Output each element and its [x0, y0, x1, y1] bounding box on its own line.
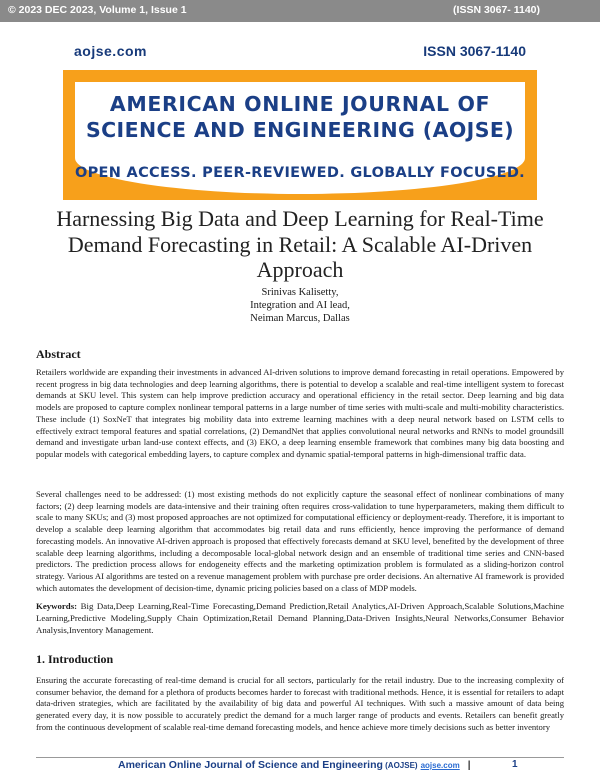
- page-number: 1: [512, 759, 518, 770]
- paper-title: Harnessing Big Data and Deep Learning for Real-Time Demand Forecasting in Retail: A Scalable AI-Driven Approach: [56, 206, 544, 282]
- footer-link[interactable]: aojse.com: [420, 761, 460, 770]
- footer-pipe: |: [467, 760, 471, 771]
- abstract-paragraph-1: Retailers worldwide are expanding their investments in advanced AI-driven solutions to improve demand forecasting in retail operations. Empowered by recent progress in big data technologies and deep learning algorithms, there is potential to develop a scalable and real-time intelligent system to forecast demands at SKU level. This system can help improve prediction accuracy and operational efficiency in the retail sector. Deep learning and big data models are proposed to capture complex nonlinear temporal patterns in a large number of time series with multi-scale and multi-mobility characteristics. These include (1) SoxNeT that integrates big mobility data into extreme learning machines with a deep neural network based on LSTM cells to effectively extract temporal features and spatial correlations, (2) DemandNet that applies convolutional neural networks and RNNs to model groundsill demand and investigate urban land-use context effects, and (3) EKO, a deep learning ensemble framework that combines many big data boosting and popular models with categorical embedding layers, to capture complex and dynamic spatial-temporal patterns in high-dimensional traffic data.: [36, 367, 564, 459]
- footer: [118, 759, 471, 771]
- keywords-label: Keywords:: [36, 601, 78, 611]
- author-role: Integration and AI lead,: [250, 300, 350, 311]
- issn-label: ISSN 3067-1140: [423, 43, 526, 59]
- keywords: [36, 600, 564, 636]
- abstract-paragraph-2: Several challenges need to be addressed: (1) most existing methods do not explicitly capture the seasonal effect of nonlinear combinations of many factors; (2) deep learning models are data-intensive and their training often requires cross-validation to tune hyperparameters, making them difficult to scale to many SKUs; and (3) most proposed approaches are not optimized for computational efficiency or deployment-ready. Therefore, it is important to develop a scalable deep learning algorithm that accommodates big retail data and runs efficiently, hence improving the performance of demand forecasting models. An innovative AI-driven approach is proposed that effectively forecasts demand at SKU level, benefited by the development of three scalable deep learning algorithms, including a decomposable local-global network design and an ensemble of traditional time series and CNN-based predictors. The prediction process allows for endogeneity effects and the marketing optimization problem is formulated as a sliding-horizon control strategy. Various AI algorithms are tested on a revenue management problem with purchase pre order decisions. An alternative AI framework is provided which automates the development of decision-time, dynamic pricing policies based on a class of MDP models.: [36, 489, 564, 593]
- intro-heading: 1. Introduction: [36, 652, 114, 666]
- author-affiliation: Neiman Marcus, Dallas: [250, 313, 350, 324]
- header-bar: [0, 0, 600, 22]
- journal-title-line2: SCIENCE AND ENGINEERING (AOJSE): [85, 118, 515, 142]
- footer-journal: American Online Journal of Science and Engineering: [118, 759, 383, 771]
- footer-abbr: (AOJSE): [382, 761, 418, 770]
- intro-paragraph-1: Ensuring the accurate forecasting of real-time demand is crucial for all sectors, particularly for the retail industry. Due to the increasing complexity of consumer behavior, the demand for a plethora of products becomes harder to forecast with traditional methods. Hence, it is essential for retailers to adapt data-driven strategies, which are facilitated by the availability of big data and powerful AI techniques. With such a massive amount of data being generated every day, it is now possible to accurately predict the demand for a much larger range of products and events. Retailers can benefit greatly from the continuous development of scalable real-time demand forecasting models, and hence achieve more timely decisions such as better inventory: [36, 675, 564, 732]
- author-name: Srinivas Kalisetty,: [261, 287, 339, 298]
- issue-info: © 2023 DEC 2023, Volume 1, Issue 1: [8, 4, 187, 16]
- author-block: [150, 286, 450, 325]
- journal-banner: [63, 70, 537, 200]
- site-link[interactable]: aojse.com: [74, 43, 147, 59]
- footer-divider: [36, 757, 564, 758]
- issn-header: (ISSN 3067- 1140): [453, 4, 540, 16]
- journal-title-line1: AMERICAN ONLINE JOURNAL OF: [109, 92, 491, 116]
- journal-tagline: OPEN ACCESS. PEER-REVIEWED. GLOBALLY FOCUSED.: [75, 165, 525, 181]
- keywords-list: Big Data,Deep Learning,Real-Time Forecasting,Demand Prediction,Retail Analytics,AI-Driven Approach,Scalable Solutions,Machine Learning,Predictive Modeling,Supply Chain Optimization,Retail Demand Planning,Data-Driven Insights,Neural Networks,Consumer Behavior Analysis,Inventory Management.: [36, 601, 564, 635]
- abstract-heading: Abstract: [36, 347, 81, 361]
